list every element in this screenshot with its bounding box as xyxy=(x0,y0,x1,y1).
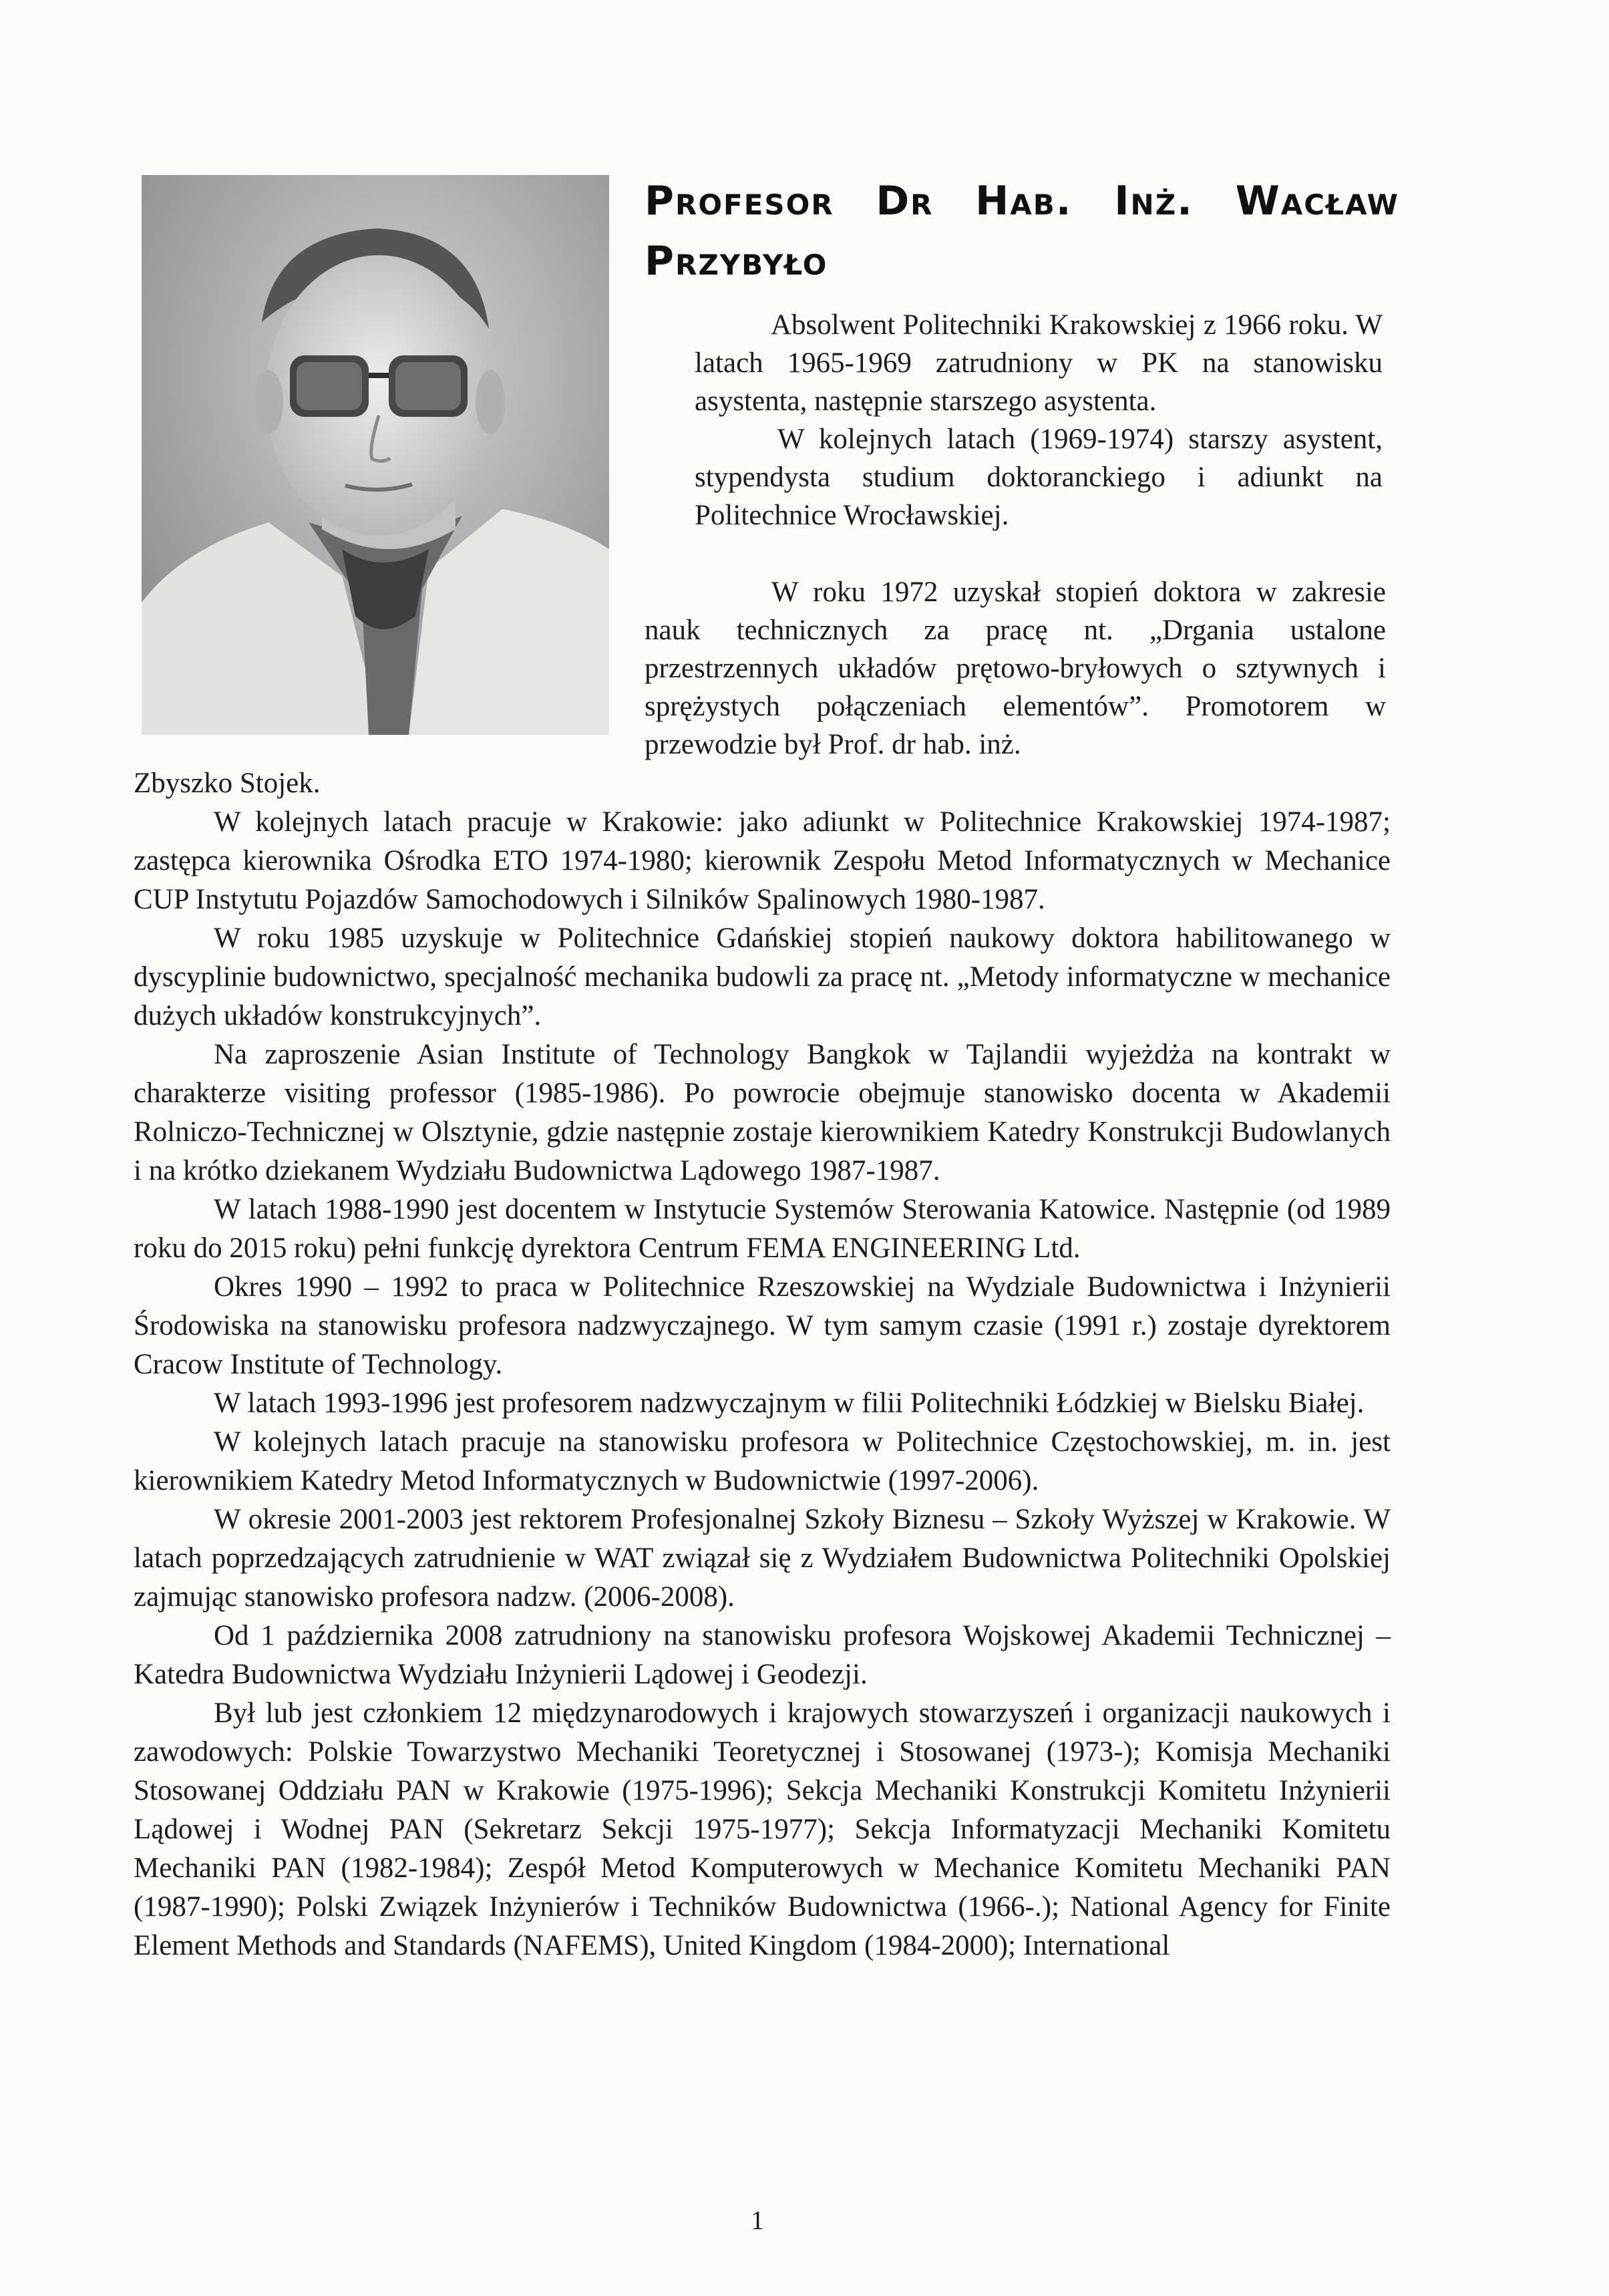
title-word: Inż. xyxy=(1114,178,1194,224)
body-paragraph: W okresie 2001-2003 jest rektorem Profesjonalnej Szkoły Biznesu – Szkoły Wyższej w Krakowie. W latach poprzedzających zatrudnienie w WAT związał się z Wydziałem Budownictwa Politechniki Opolskiej zajmując stanowisko profesora nadzw. (2006-2008). xyxy=(134,1504,1391,1613)
title-word: Dr xyxy=(876,178,934,224)
body-paragraph: W latach 1988-1990 jest docentem w Instytucie Systemów Sterowania Katowice. Następnie (od 1989 roku do 2015 roku) pełni funkcję dyrektora Centrum FEMA ENGINEERING Ltd. xyxy=(134,1194,1391,1264)
title-word: Wacław xyxy=(1235,178,1399,224)
doctorate-paragraph: W roku 1972 uzyskał stopień doktora w zakresie nauk technicznych za pracę nt. „Drgania ustalone przestrzennych układów prętowo-bryłowych o sztywnych i sprężystych połączeniach elementów”. Promotorem w przewodzie był Prof. dr hab. inż. xyxy=(645,577,1386,760)
title-line-1 xyxy=(645,171,1399,231)
title-line-2: Przybyło xyxy=(645,238,828,285)
portrait-illustration xyxy=(142,175,609,735)
body-paragraph: W kolejnych latach pracuje na stanowisku profesora w Politechnice Częstochowskiej, m. in. jest kierownikiem Katedry Metod Informatycznych w Budownictwie (1997-2006). xyxy=(134,1426,1391,1496)
body-paragraph: Był lub jest członkiem 12 międzynarodowych i krajowych stowarzyszeń i organizacji naukowych i zawodowych: Polskie Towarzystwo Mechaniki Teoretycznej i Stosowanej (1973-); Komisja Mechaniki Stosowanej Oddziału PAN w Krakowie (1975-1996); Sekcja Mechaniki Konstrukcji Komitetu Inżynierii Lądowej i Wodnej PAN (Sekretarz Sekcji 1975-1977); Sekcja Informatyzacji Mechaniki Komitetu Mechaniki PAN (1982-1984); Zespół Metod Komputerowych w Mechanice Komitetu Mechaniki PAN (1987-1990); Polski Związek Inżynierów i Techników Budownictwa (1966-.); National Agency for Finite Element Methods and Standards (NAFEMS), United Kingdom (1984-2000); International xyxy=(134,1697,1391,1961)
doctorate-paragraph-continuation: Zbyszko Stojek. xyxy=(134,768,321,799)
intro-paragraph: Absolwent Politechniki Krakowskiej z 1966 roku. W latach 1965-1969 zatrudniony w PK na stanowisku asystenta, następnie starszego asystenta. xyxy=(695,309,1383,417)
intro-section xyxy=(695,306,1383,534)
portrait-photo xyxy=(142,175,609,735)
intro-paragraph: W kolejnych latach (1969-1974) starszy asystent, stypendysta studium doktoranckiego i adiunkt na Politechnice Wrocławskiej. xyxy=(695,424,1383,531)
body-paragraph: Na zaproszenie Asian Institute of Technology Bangkok w Tajlandii wyjeżdża na kontrakt w charakterze visiting professor (1985-1986). Po powrocie obejmuje stanowisko docenta w Akademii Rolniczo-Technicznej w Olsztynie, gdzie następnie zostaje kierownikiem Katedry Konstrukcji Budowlanych i na krótko dziekanem Wydziału Budownictwa Lądowego 1987-1987. xyxy=(134,1039,1391,1186)
body-paragraph: W roku 1985 uzyskuje w Politechnice Gdańskiej stopień naukowy doktora habilitowanego w dyscyplinie budownictwo, specjalność mechanika budowli za pracę nt. „Metody informatyczne w mechanice dużych układów konstrukcyjnych”. xyxy=(134,923,1391,1031)
body-paragraph: W kolejnych latach pracuje w Krakowie: jako adiunkt w Politechnice Krakowskiej 1974-1987; zastępca kierownika Ośrodka ETO 1974-1980; kierownik Zespołu Metod Informatycznych w Mechanice CUP Instytutu Pojazdów Samochodowych i Silników Spalinowych 1980-1987. xyxy=(134,806,1391,915)
body-paragraph: W latach 1993-1996 jest profesorem nadzwyczajnym w filii Politechniki Łódzkiej w Bielsku Białej. xyxy=(214,1387,1365,1419)
main-body xyxy=(134,764,1391,1965)
body-paragraph: Od 1 października 2008 zatrudniony na stanowisku profesora Wojskowej Akademii Technicznej – Katedra Budownictwa Wydziału Inżynierii Lądowej i Geodezji. xyxy=(134,1620,1391,1690)
page-title xyxy=(645,171,1399,291)
title-word: Hab. xyxy=(975,178,1073,224)
page-number: 1 xyxy=(751,2205,764,2235)
body-paragraph: Okres 1990 – 1992 to praca w Politechnice Rzeszowskiej na Wydziale Budownictwa i Inżynierii Środowiska na stanowisku profesora nadzwyczajnego. W tym samym czasie (1991 r.) zostaje dyrektorem Cracow Institute of Technology. xyxy=(134,1271,1391,1380)
title-word: Profesor xyxy=(645,178,834,224)
